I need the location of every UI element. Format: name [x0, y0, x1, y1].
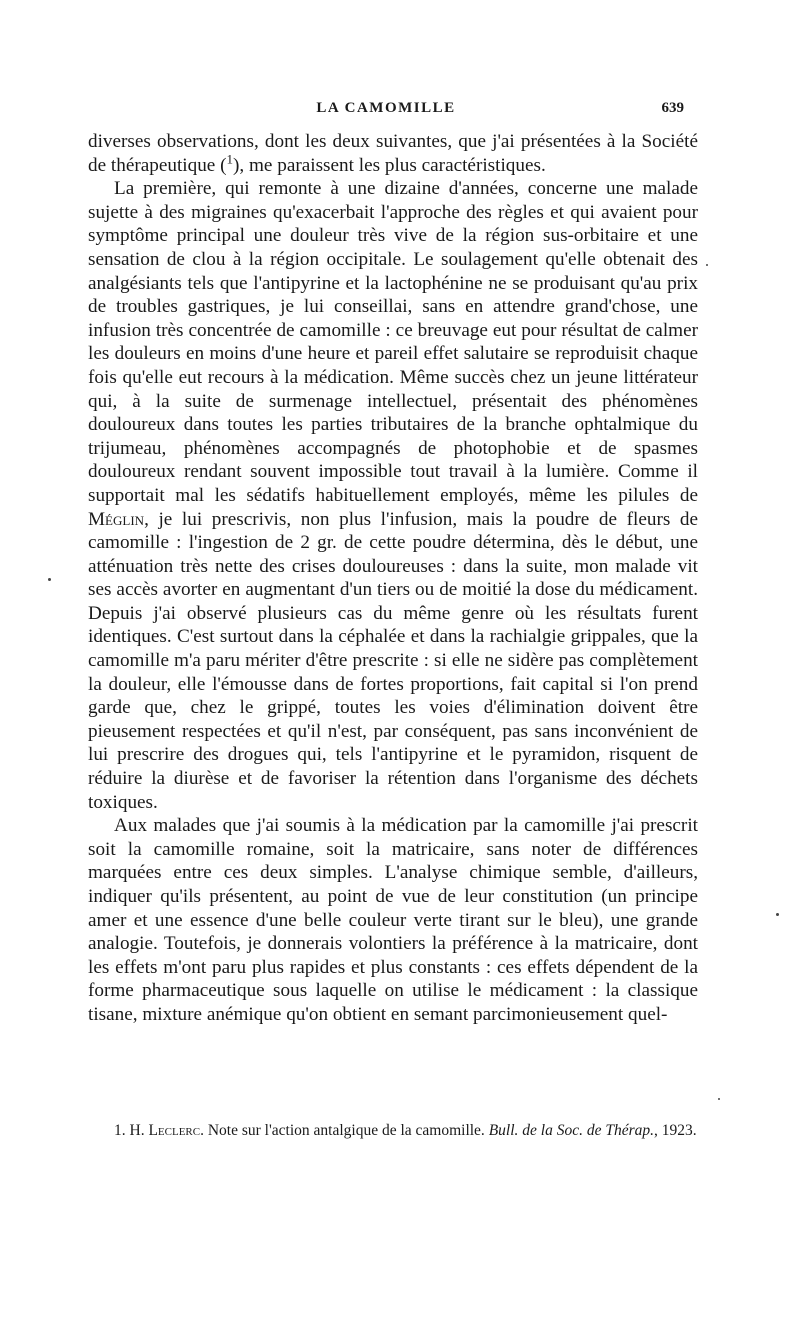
- footnote-number: 1.: [114, 1122, 126, 1139]
- print-speck: [718, 1098, 720, 1100]
- footnote-year: , 1923.: [654, 1122, 697, 1139]
- footnote-text: [88, 1121, 710, 1141]
- paragraph-1: [88, 130, 698, 177]
- footnote-author: Leclerc: [148, 1122, 201, 1139]
- paragraph-3: Aux malades que j'ai soumis à la médication par la camomille j'ai prescrit soit la camomille romaine, soit la matricaire, sans noter de différences marquées entre ces deux simples. L'analyse chimique semble, d'ailleurs, indiquer qu'ils présentent, au point de vue de leur constitution (un principe amer et une essence d'une belle couleur verte tirant sur le bleu), une grande analogie. Toutefois, je donnerais volontiers la préférence à la matricaire, dont les effets m'ont paru plus rapides et plus constants : ces effets dépendent de la forme pharmaceutique sous laquelle on utilise le médicament : la classique tisane, mixture anémique qu'on obtient en semant parcimonieusement quel-: [88, 815, 698, 1025]
- print-speck: [48, 578, 51, 581]
- footnote: [88, 1121, 710, 1141]
- body-text: [88, 130, 698, 1027]
- page-number: 639: [661, 100, 684, 116]
- footnote-reference: 1: [226, 151, 234, 167]
- footnote-title: . Note sur l'action antalgique de la camomille.: [200, 1122, 485, 1139]
- paragraph-1-text-end: ), me paraissent les plus caractéristiques.: [233, 154, 546, 176]
- paragraph-2-text: La première, qui remonte à une dizaine d'années, concerne une malade sujette à des migraines qu'exacerbait l'approche des règles et qui avaient pour symptôme principal une douleur très vive de la région sus-orbitaire et une sensation de clou à la région occipitale. Le soulagement qu'elle obtenait des analgésiants tels que l'antipyrine et la lactophénine ne se produisant qu'au prix de troubles gastriques, je lui conseillai, sans en attendre grand'chose, une infusion très concentrée de camomille : ce breuvage eut pour résultat de calmer les douleurs en moins d'une heure et pareil effet salutaire se reproduisit chaque fois qu'elle eut recours à la médication. Même succès chez un jeune littérateur qui, à la suite de surmenage intellectuel, présentait des phénomènes douloureux dans toutes les parties tributaires de la branche ophtalmique du trijumeau, phénomènes accompagnés de photophobie et de spasmes douloureux rendant souvent impossible tout travail à la lumière. Comme il supportait mal les sédatifs habituellement employés, même les pilules de: [88, 178, 698, 506]
- paragraph-2-text-end: , je lui prescrivis, non plus l'infusion, mais la poudre de fleurs de camomille : l'ingestion de 2 gr. de cette poudre détermina, dès le début, une atténuation très nette des crises douloureuses : dans la suite, mon malade vit ses accès avorter en augmentant d'un tiers ou de moitié la dose du médicament. Depuis j'ai observé plusieurs cas du même genre où les résultats furent identiques. C'est surtout dans la céphalée et dans la rachialgie grippales, que la camomille m'a paru mériter d'être prescrite : si elle ne sidère pas complètement la douleur, elle l'émousse dans de fortes proportions, fait capital si l'on prend garde que, chez le grippé, toutes les voies d'élimination doivent être pieusement respectées et qu'il n'est, par conséquent, pas sans inconvénient de lui prescrire des drogues qui, tels l'antipyrine et le pyramidon, risquent de réduire la diurèse et de favoriser la rétention dans l'organisme des déchets toxiques.: [88, 508, 698, 813]
- print-speck: [706, 264, 708, 266]
- paragraph-2: [88, 177, 698, 814]
- running-head: [88, 100, 684, 124]
- running-title: LA CAMOMILLE: [316, 100, 456, 116]
- footnote-author-initial: H.: [129, 1122, 145, 1139]
- proper-name: Méglin: [88, 508, 145, 530]
- footnote-journal: Bull. de la Soc. de Thérap.: [488, 1122, 654, 1139]
- print-speck: [776, 913, 779, 916]
- paragraph-1-text: diverses observations, dont les deux suivantes, que j'ai présentées à la Société de thérapeutique (: [88, 131, 698, 176]
